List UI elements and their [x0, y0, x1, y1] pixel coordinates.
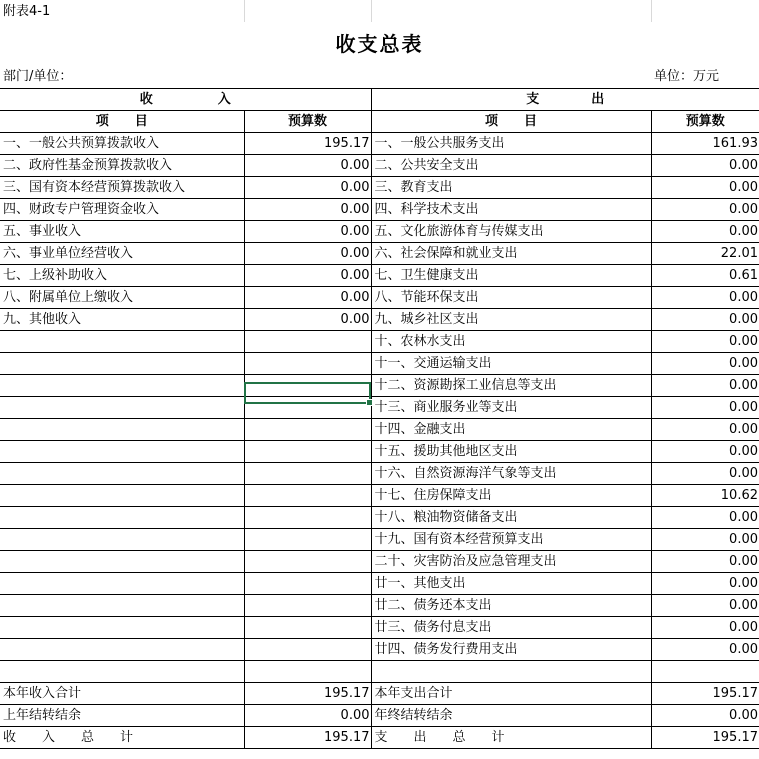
expense-item-cell[interactable]: 二、公共安全支出 [371, 154, 651, 176]
income-item-cell[interactable]: 上年结转结余 [0, 704, 244, 726]
expense-item-cell[interactable]: 十、农林水支出 [371, 330, 651, 352]
income-item-cell[interactable]: 四、财政专户管理资金收入 [0, 198, 244, 220]
income-item-cell[interactable] [0, 352, 244, 374]
table-row [0, 594, 759, 616]
table-row [0, 264, 759, 286]
income-item-cell[interactable] [0, 440, 244, 462]
expense-item-cell[interactable]: 一、一般公共服务支出 [371, 132, 651, 154]
table-row [0, 374, 759, 396]
income-amount-cell[interactable] [244, 352, 371, 374]
income-amount-cell[interactable] [244, 374, 371, 396]
expense-item-cell[interactable]: 十一、交通运输支出 [371, 352, 651, 374]
table-row [0, 132, 759, 154]
income-amount-cell[interactable] [244, 550, 371, 572]
expense-amount-cell[interactable]: 0.00 [651, 154, 759, 176]
table-row [0, 220, 759, 242]
income-item-cell[interactable]: 本年收入合计 [0, 682, 244, 704]
income-item-cell[interactable] [0, 528, 244, 550]
income-amount-cell[interactable]: 0.00 [244, 308, 371, 330]
income-item-cell[interactable] [0, 374, 244, 396]
income-amount-cell[interactable] [244, 638, 371, 660]
expense-amount-cell[interactable] [651, 660, 759, 682]
cell[interactable] [244, 0, 371, 22]
dept-label[interactable]: 部门/单位： [0, 66, 651, 88]
table-row [0, 198, 759, 220]
table-row [0, 462, 759, 484]
income-amount-cell[interactable] [244, 594, 371, 616]
income-item-cell[interactable] [0, 506, 244, 528]
income-item-cell[interactable] [0, 638, 244, 660]
expense-item-cell[interactable]: 十三、商业服务业等支出 [371, 396, 651, 418]
expense-item-cell[interactable]: 三、教育支出 [371, 176, 651, 198]
table-row [0, 616, 759, 638]
expense-amount-cell[interactable]: 0.61 [651, 264, 759, 286]
income-item-col-header[interactable]: 项 目 [0, 110, 244, 132]
income-amount-cell[interactable] [244, 528, 371, 550]
income-amount-cell[interactable]: 0.00 [244, 286, 371, 308]
income-item-cell[interactable] [0, 660, 244, 682]
expense-item-cell[interactable]: 五、文化旅游体育与传媒支出 [371, 220, 651, 242]
expense-item-cell[interactable]: 十二、资源勘探工业信息等支出 [371, 374, 651, 396]
expense-amount-cell[interactable]: 0.00 [651, 396, 759, 418]
income-amount-cell[interactable] [244, 418, 371, 440]
income-amount-cell[interactable]: 0.00 [244, 242, 371, 264]
expense-item-cell[interactable]: 六、社会保障和就业支出 [371, 242, 651, 264]
income-amount-cell[interactable] [244, 462, 371, 484]
income-amount-cell[interactable] [244, 572, 371, 594]
expense-amount-cell[interactable]: 0.00 [651, 594, 759, 616]
table-row [0, 660, 759, 682]
expense-amount-cell[interactable]: 0.00 [651, 198, 759, 220]
expense-header[interactable]: 支 出 [371, 88, 759, 110]
table-row [0, 418, 759, 440]
income-amount-cell[interactable] [244, 616, 371, 638]
table-row [0, 528, 759, 550]
expense-amount-cell[interactable]: 0.00 [651, 638, 759, 660]
income-amount-cell[interactable]: 0.00 [244, 154, 371, 176]
income-item-cell[interactable]: 收 入 总 计 [0, 726, 244, 748]
expense-amount-cell[interactable]: 0.00 [651, 330, 759, 352]
expense-amount-cell[interactable]: 22.01 [651, 242, 759, 264]
total-row [0, 682, 759, 704]
expense-item-cell[interactable]: 本年支出合计 [371, 682, 651, 704]
income-item-cell[interactable]: 六、事业单位经营收入 [0, 242, 244, 264]
expense-amount-cell[interactable]: 0.00 [651, 352, 759, 374]
expense-item-cell[interactable]: 九、城乡社区支出 [371, 308, 651, 330]
income-amount-cell[interactable]: 195.17 [244, 132, 371, 154]
table-row [0, 308, 759, 330]
expense-amount-cell[interactable]: 0.00 [651, 462, 759, 484]
expense-item-cell[interactable]: 廿一、其他支出 [371, 572, 651, 594]
income-amount-cell[interactable]: 0.00 [244, 704, 371, 726]
income-item-cell[interactable]: 八、附属单位上缴收入 [0, 286, 244, 308]
expense-item-cell[interactable]: 十八、粮油物资储备支出 [371, 506, 651, 528]
table-row [0, 638, 759, 660]
expense-item-cell[interactable]: 廿四、债务发行费用支出 [371, 638, 651, 660]
income-amount-cell[interactable]: 0.00 [244, 220, 371, 242]
expense-amount-cell[interactable]: 0.00 [651, 374, 759, 396]
income-amount-cell[interactable] [244, 484, 371, 506]
table-row [0, 440, 759, 462]
expense-budget-col-header[interactable]: 预算数 [651, 110, 759, 132]
expense-item-cell[interactable]: 支 出 总 计 [371, 726, 651, 748]
table-row [0, 484, 759, 506]
income-header[interactable]: 收 入 [0, 88, 371, 110]
table-row [0, 550, 759, 572]
expense-item-cell[interactable] [371, 660, 651, 682]
expense-amount-cell[interactable]: 0.00 [651, 176, 759, 198]
expense-item-cell[interactable]: 七、卫生健康支出 [371, 264, 651, 286]
expense-item-cell[interactable]: 十五、援助其他地区支出 [371, 440, 651, 462]
expense-amount-cell[interactable]: 0.00 [651, 528, 759, 550]
expense-item-cell[interactable]: 廿三、债务付息支出 [371, 616, 651, 638]
income-amount-cell[interactable] [244, 506, 371, 528]
income-item-cell[interactable]: 五、事业收入 [0, 220, 244, 242]
table-row [0, 396, 759, 418]
expense-item-col-header[interactable]: 项 目 [371, 110, 651, 132]
expense-item-cell[interactable]: 廿二、债务还本支出 [371, 594, 651, 616]
unit-label[interactable]: 单位：万元 [651, 66, 759, 88]
expense-item-cell[interactable]: 四、科学技术支出 [371, 198, 651, 220]
income-amount-cell[interactable]: 195.17 [244, 682, 371, 704]
expense-item-cell[interactable]: 年终结转结余 [371, 704, 651, 726]
expense-amount-cell[interactable]: 0.00 [651, 220, 759, 242]
table-row [0, 154, 759, 176]
income-item-cell[interactable] [0, 616, 244, 638]
expense-amount-cell[interactable]: 0.00 [651, 286, 759, 308]
expense-item-cell[interactable]: 十九、国有资本经营预算支出 [371, 528, 651, 550]
table-row [0, 572, 759, 594]
income-item-cell[interactable]: 一、一般公共预算拨款收入 [0, 132, 244, 154]
table-row [0, 242, 759, 264]
income-item-cell[interactable] [0, 330, 244, 352]
income-amount-cell[interactable]: 0.00 [244, 198, 371, 220]
income-amount-cell[interactable] [244, 660, 371, 682]
expense-item-cell[interactable]: 十四、金融支出 [371, 418, 651, 440]
income-amount-cell[interactable] [244, 440, 371, 462]
income-item-cell[interactable]: 三、国有资本经营预算拨款收入 [0, 176, 244, 198]
page-title[interactable]: 收支总表 [335, 31, 424, 56]
attachment-label[interactable]: 附表4-1 [0, 0, 244, 22]
table-row [0, 506, 759, 528]
total-row [0, 726, 759, 748]
table-row [0, 352, 759, 374]
expense-item-cell[interactable]: 二十、灾害防治及应急管理支出 [371, 550, 651, 572]
table-row [0, 286, 759, 308]
expense-item-cell[interactable]: 八、节能环保支出 [371, 286, 651, 308]
expense-amount-cell[interactable]: 10.62 [651, 484, 759, 506]
expense-amount-cell[interactable]: 0.00 [651, 616, 759, 638]
expense-amount-cell[interactable]: 0.00 [651, 308, 759, 330]
income-amount-cell[interactable] [244, 396, 371, 418]
income-item-cell[interactable]: 二、政府性基金预算拨款收入 [0, 154, 244, 176]
expense-amount-cell[interactable]: 161.93 [651, 132, 759, 154]
income-item-cell[interactable] [0, 418, 244, 440]
expense-amount-cell[interactable]: 0.00 [651, 418, 759, 440]
income-item-cell[interactable] [0, 484, 244, 506]
income-item-cell[interactable]: 九、其他收入 [0, 308, 244, 330]
income-amount-cell[interactable] [244, 330, 371, 352]
income-amount-cell[interactable]: 195.17 [244, 726, 371, 748]
cell[interactable] [371, 0, 651, 22]
expense-item-cell[interactable]: 十六、自然资源海洋气象等支出 [371, 462, 651, 484]
income-item-cell[interactable] [0, 550, 244, 572]
income-item-cell[interactable] [0, 594, 244, 616]
cell[interactable] [651, 0, 759, 22]
income-item-cell[interactable] [0, 462, 244, 484]
expense-amount-cell[interactable]: 195.17 [651, 726, 759, 748]
income-budget-col-header[interactable]: 预算数 [244, 110, 371, 132]
expense-amount-cell[interactable]: 0.00 [651, 506, 759, 528]
table-row [0, 176, 759, 198]
expense-amount-cell[interactable]: 195.17 [651, 682, 759, 704]
income-amount-cell[interactable]: 0.00 [244, 264, 371, 286]
expense-item-cell[interactable]: 十七、住房保障支出 [371, 484, 651, 506]
expense-amount-cell[interactable]: 0.00 [651, 440, 759, 462]
expense-amount-cell[interactable]: 0.00 [651, 550, 759, 572]
income-amount-cell[interactable]: 0.00 [244, 176, 371, 198]
income-item-cell[interactable]: 七、上级补助收入 [0, 264, 244, 286]
income-item-cell[interactable] [0, 572, 244, 594]
expense-amount-cell[interactable]: 0.00 [651, 572, 759, 594]
table-row [0, 330, 759, 352]
income-item-cell[interactable] [0, 396, 244, 418]
expense-amount-cell[interactable]: 0.00 [651, 704, 759, 726]
total-row [0, 704, 759, 726]
